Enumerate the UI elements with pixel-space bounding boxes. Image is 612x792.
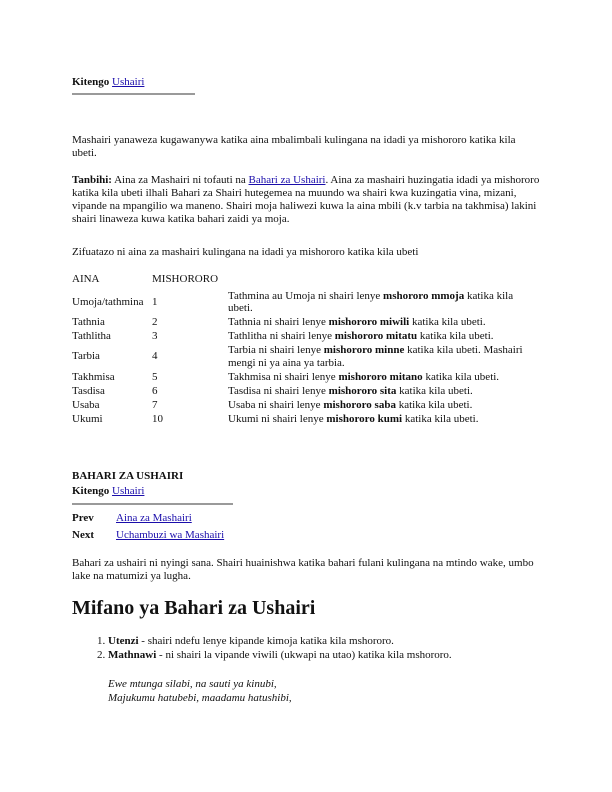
row-aina: Tathlitha <box>72 330 111 342</box>
desc-text: Tathlitha ni shairi lenye <box>228 330 335 342</box>
table-row <box>72 371 538 385</box>
row-count: 10 <box>152 412 163 425</box>
prev-link[interactable]: Aina za Mashairi <box>116 512 192 524</box>
category-line-2 <box>72 485 144 498</box>
list-desc: - ni shairi la vipande viwili (ukwapi na utao) katika kila mshororo. <box>156 649 452 661</box>
intro-paragraph: Mashairi yanaweza kugawanywa katika aina mbalimbali kulingana na idadi ya mishororo katika kila ubeti. <box>72 134 516 159</box>
desc-text-end: katika kila ubeti. <box>395 398 473 411</box>
category-line <box>72 76 144 89</box>
table-row <box>72 413 538 427</box>
examples-heading: Mifano ya Bahari za Ushairi <box>72 597 316 619</box>
desc-text: Tasdisa ni shairi lenye <box>228 384 329 397</box>
note-text: Aina za Mashairi ni tofauti na <box>111 174 249 186</box>
note-label: Tanbihi: <box>72 174 112 186</box>
table-header-row <box>72 273 538 290</box>
next-link[interactable]: Uchambuzi wa Mashairi <box>116 529 225 541</box>
desc-text: Tarbia ni shairi lenye <box>228 344 324 356</box>
desc-text-end: katika kila ubeti. <box>396 384 473 397</box>
desc-text: Tathnia ni shairi lenye <box>228 316 329 328</box>
poem-line: Ewe mtunga silabi, na sauti ya kinubi, <box>108 678 277 690</box>
row-aina: Umoja/tathmina <box>72 295 144 308</box>
table-row <box>72 399 538 413</box>
row-aina: Tarbia <box>72 350 100 363</box>
row-aina: Tasdisa <box>72 384 105 397</box>
row-aina: Ukumi <box>72 412 103 425</box>
bahari-za-ushairi-link[interactable]: Bahari za Ushairi <box>248 174 326 186</box>
row-count: 2 <box>152 316 158 328</box>
row-description <box>228 371 538 385</box>
poem-excerpt <box>108 678 292 705</box>
category-link-ushairi[interactable]: Ushairi <box>112 76 145 88</box>
row-count: 1 <box>152 295 158 308</box>
desc-text-end: katika kila ubeti. <box>417 330 494 342</box>
row-count: 5 <box>152 370 158 383</box>
desc-bold: mishororo minne <box>323 344 405 356</box>
next-nav <box>72 529 224 542</box>
row-count: 6 <box>152 384 158 397</box>
list-term: Utenzi <box>108 635 139 647</box>
row-description <box>228 330 538 344</box>
row-description <box>228 399 538 413</box>
desc-text: Ukumi ni shairi lenye <box>228 412 327 425</box>
row-count: 4 <box>152 350 158 363</box>
note-text-cont: . Aina za mashairi huzingatia idadi ya mishororo katika kila ubeti ilhali Bahari za Shairi hutegemea na muundo wa shairi kwa kuzingatia vina, mizani, vipande na mpangilio wa maneno. Shairi moja haliwezi kuwa la aina mbili (k.v tarbia na takhmisa) lakini shairi linaweza kuwa katika bahari zaidi ya moja. <box>72 174 540 225</box>
row-aina: Tathnia <box>72 316 105 328</box>
row-count: 3 <box>152 330 158 342</box>
divider <box>72 93 195 95</box>
desc-text: Takhmisa ni shairi lenye <box>228 370 339 383</box>
desc-bold: mshororo mmoja <box>383 289 465 302</box>
divider-2 <box>72 503 233 505</box>
desc-bold: mishororo mitano <box>338 370 423 383</box>
desc-text-end: katika kila ubeti. <box>402 412 479 425</box>
poem-line: Majukumu hatubebi, maadamu hatushibi, <box>108 691 292 704</box>
desc-bold: mishororo miwili <box>328 316 410 328</box>
desc-bold: mishororo kumi <box>326 412 403 425</box>
desc-bold: mishororo saba <box>323 398 396 411</box>
row-description <box>228 344 538 371</box>
list-item <box>108 648 568 662</box>
header-mishororo: MISHORORO <box>152 273 219 285</box>
table-row <box>72 290 538 317</box>
row-description <box>228 316 538 330</box>
section-title <box>72 470 183 483</box>
examples-list <box>72 634 568 662</box>
desc-bold: mishororo mitatu <box>334 330 418 342</box>
desc-text-end: katika kila ubeti. <box>228 289 514 314</box>
row-description <box>228 290 538 317</box>
row-count: 7 <box>152 398 158 411</box>
row-description <box>228 385 538 399</box>
list-desc: - shairi ndefu lenye kipande kimoja katika kila mshororo. <box>138 635 394 647</box>
table-row <box>72 344 538 371</box>
table-row <box>72 316 538 330</box>
list-item <box>108 634 568 648</box>
table-row <box>72 385 538 399</box>
poem-types-table <box>72 273 538 427</box>
desc-text: Tathmina au Umoja ni shairi lenye <box>228 289 384 302</box>
note-paragraph <box>72 174 542 226</box>
table-row <box>72 330 538 344</box>
bahari-intro: Bahari za ushairi ni nyingi sana. Shairi huainishwa katika bahari fulani kulingana na mtindo wake, umbo lake na matumizi ya lugha. <box>72 557 534 582</box>
desc-text-end: katika kila ubeti. <box>422 370 500 383</box>
row-description <box>228 413 538 427</box>
list-term: Mathnawi <box>108 649 157 661</box>
next-label: Next <box>72 529 94 541</box>
header-aina: AINA <box>72 273 100 285</box>
desc-text-end: katika kila ubeti. Mashairi mengi ni ya aina ya tarbia. <box>228 344 523 369</box>
desc-text: Usaba ni shairi lenye <box>228 398 324 411</box>
desc-bold: mishororo sita <box>328 384 397 397</box>
category-label-2: Kitengo <box>72 485 110 497</box>
category-link-ushairi-2[interactable]: Ushairi <box>112 485 145 497</box>
prev-label: Prev <box>72 512 94 524</box>
prev-nav <box>72 512 192 525</box>
row-aina: Usaba <box>72 398 100 411</box>
section-title-text: BAHARI ZA USHAIRI <box>72 470 184 482</box>
desc-text-end: katika kila ubeti. <box>409 316 486 328</box>
table-intro: Zifuatazo ni aina za mashairi kulingana na idadi ya mishororo katika kila ubeti <box>72 246 419 258</box>
row-aina: Takhmisa <box>72 370 115 383</box>
category-label: Kitengo <box>72 76 110 88</box>
